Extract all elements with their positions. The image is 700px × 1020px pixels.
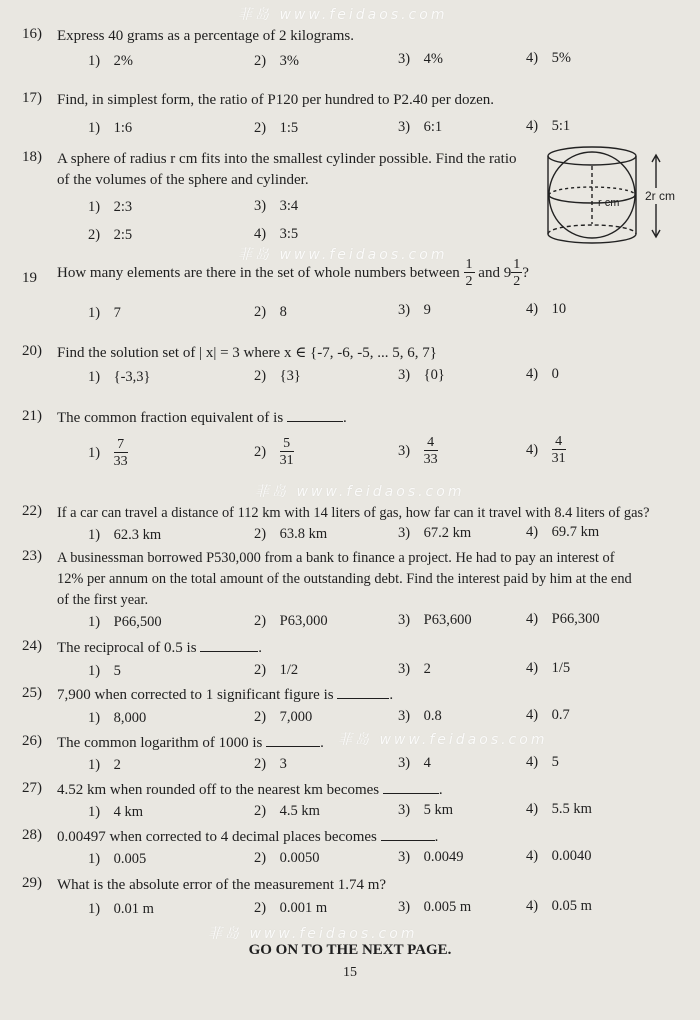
option-2[interactable]: 2) 1:5 — [254, 120, 299, 136]
cylinder-bottom-back — [548, 225, 636, 234]
question-text: The common logarithm of 1000 is . — [57, 735, 324, 751]
option-1[interactable]: 1) 2 — [88, 757, 121, 773]
fraction: $\frac{1}{2}$ — [465, 257, 473, 289]
option-4[interactable]: 4) 5% — [526, 50, 571, 66]
option-4[interactable]: 4) 1/5 — [526, 660, 571, 676]
option-3[interactable]: 3) 6:1 — [398, 119, 443, 135]
option-3[interactable]: 3) 67.2 km — [398, 525, 472, 541]
option-4[interactable]: 4) 5 — [526, 754, 559, 770]
option-1[interactable]: 1) 5 — [88, 663, 121, 679]
option-3[interactable]: 3) 2 — [398, 661, 431, 677]
option-4[interactable]: 4) 69.7 km — [526, 524, 600, 540]
question-number: 28) — [22, 827, 42, 843]
option-1[interactable]: 1) 8,000 — [88, 710, 147, 726]
option-1[interactable]: 1) 1:6 — [88, 120, 133, 136]
option-3[interactable]: 3) 4% — [398, 51, 443, 67]
question-number: 21) — [22, 408, 42, 424]
option-2[interactable]: 2) 3% — [254, 53, 299, 69]
option-4[interactable]: 4) 0.05 m — [526, 898, 592, 914]
option-2[interactable]: 2) 0.0050 — [254, 850, 320, 866]
option-2[interactable]: 2) P63,000 — [254, 613, 328, 629]
cylinder-top — [548, 147, 636, 165]
height-label: 2r cm — [645, 189, 675, 203]
fraction: $\frac{5}{31}$ — [279, 436, 294, 468]
fraction: $\frac{4}{33}$ — [423, 435, 438, 467]
question-text: The reciprocal of 0.5 is . — [57, 640, 263, 656]
question-text: How many elements are there in the set of whole numbers between $\frac{1}{2}$ and 9 $\frac{1}{2}$ ? — [57, 257, 529, 289]
option-3[interactable]: 3) 0.005 m — [398, 899, 472, 915]
question-number: 24) — [22, 638, 42, 654]
watermark: 菲岛 www.feidaos.com — [238, 247, 448, 263]
option-3[interactable]: 3) P63,600 — [398, 612, 472, 628]
option-2[interactable]: 2) 8 — [254, 304, 287, 320]
option-2[interactable]: 2) 1/2 — [254, 662, 299, 678]
question-number: 19 — [22, 270, 37, 286]
option-4[interactable]: 4) 0.7 — [526, 707, 570, 723]
option-2[interactable]: 2) 63.8 km — [254, 526, 328, 542]
option-4[interactable]: 4) $\frac{4}{31}$ — [526, 434, 566, 466]
answer-blank — [200, 651, 258, 652]
question-text: What is the absolute error of the measurement 1.74 m? — [57, 877, 387, 893]
option-3[interactable]: 3) 5 km — [398, 802, 454, 818]
answer-blank — [381, 840, 435, 841]
fraction: $\frac{4}{31}$ — [551, 434, 566, 466]
watermark: 菲岛 www.feidaos.com — [238, 7, 448, 23]
option-3[interactable]: 3) 4 — [398, 755, 431, 771]
option-1[interactable]: 1) {-3,3} — [88, 369, 151, 385]
sphere-in-cylinder-diagram — [544, 142, 686, 252]
question-text: A sphere of radius r cm fits into the smallest cylinder possible. Find the ratio of the volumes of the sphere and cylinder. — [57, 151, 517, 188]
option-2[interactable]: 2) 4.5 km — [254, 803, 320, 819]
option-2[interactable]: 2) 7,000 — [254, 709, 313, 725]
option-4[interactable]: 4) 0.0040 — [526, 848, 592, 864]
option-3[interactable]: 3) 9 — [398, 302, 431, 318]
option-2[interactable]: 2) 2:5 — [88, 227, 133, 243]
question-text: The common fraction equivalent of is . — [57, 410, 347, 426]
question-number: 16) — [22, 26, 42, 42]
question-number: 18) — [22, 149, 42, 165]
option-3[interactable]: 3) $\frac{4}{33}$ — [398, 435, 438, 467]
answer-blank — [337, 698, 389, 699]
option-1[interactable]: 1) 0.005 — [88, 851, 147, 867]
fraction: $\frac{7}{33}$ — [113, 437, 128, 469]
option-4[interactable]: 4) 10 — [526, 301, 567, 317]
question-number: 27) — [22, 780, 42, 796]
option-3[interactable]: 3) 0.0049 — [398, 849, 464, 865]
radius-label: r cm — [598, 197, 620, 209]
answer-blank — [383, 793, 439, 794]
option-4[interactable]: 4) 5:1 — [526, 118, 571, 134]
question-number: 17) — [22, 90, 42, 106]
question-number: 20) — [22, 343, 42, 359]
answer-blank — [287, 421, 343, 422]
option-3[interactable]: 3) 3:4 — [254, 198, 299, 214]
fraction: $\frac{1}{2}$ — [513, 257, 521, 289]
question-text: Express 40 grams as a percentage of 2 kilograms. — [57, 28, 354, 44]
watermark: 菲岛 www.feidaos.com — [338, 732, 548, 748]
option-2[interactable]: 2) $\frac{5}{31}$ — [254, 436, 294, 468]
option-4[interactable]: 4) 3:5 — [254, 226, 299, 242]
option-2[interactable]: 2) 3 — [254, 756, 287, 772]
question-text: Find the solution set of | x| = 3 where x ∈ {-7, -6, -5, ... 5, 6, 7} — [57, 345, 437, 361]
option-4[interactable]: 4) P66,300 — [526, 611, 600, 627]
question-number: 25) — [22, 685, 42, 701]
option-1[interactable]: 1) 2:3 — [88, 199, 133, 215]
question-number: 23) — [22, 548, 42, 564]
option-1[interactable]: 1) 2% — [88, 53, 133, 69]
watermark: 菲岛 www.feidaos.com — [208, 926, 418, 942]
option-3[interactable]: 3) {0} — [398, 367, 445, 383]
option-2[interactable]: 2) {3} — [254, 368, 301, 384]
option-4[interactable]: 4) 0 — [526, 366, 559, 382]
option-1[interactable]: 1) 4 km — [88, 804, 144, 820]
question-number: 22) — [22, 503, 42, 519]
question-text: 0.00497 when corrected to 4 decimal places becomes . — [57, 829, 439, 845]
question-text: A businessman borrowed P530,000 from a bank to finance a project. He had to pay an interest of 12% per annum on the total amount of the outstanding debt. Find the interest paid by him at the end of the first year. — [57, 550, 632, 608]
question-text: If a car can travel a distance of 112 km with 14 liters of gas, how far can it travel with 8.4 liters of gas? — [57, 505, 650, 521]
question-text: 4.52 km when rounded off to the nearest km becomes . — [57, 782, 443, 798]
option-1[interactable]: 1) 62.3 km — [88, 527, 162, 543]
option-1[interactable]: 1) 0.01 m — [88, 901, 154, 917]
option-2[interactable]: 2) 0.001 m — [254, 900, 328, 916]
question-number: 29) — [22, 875, 42, 891]
question-text: Find, in simplest form, the ratio of P120 per hundred to P2.40 per dozen. — [57, 92, 495, 108]
option-1[interactable]: 1) $\frac{7}{33}$ — [88, 437, 128, 469]
answer-blank — [266, 746, 320, 747]
option-1[interactable]: 1) P66,500 — [88, 614, 162, 630]
page-number: 15 — [343, 965, 357, 980]
watermark: 菲岛 www.feidaos.com — [255, 484, 465, 500]
question-number: 26) — [22, 733, 42, 749]
question-text: 7,900 when corrected to 1 significant figure is . — [57, 687, 394, 703]
option-4[interactable]: 4) 5.5 km — [526, 801, 592, 817]
option-1[interactable]: 1) 7 — [88, 305, 121, 321]
option-3[interactable]: 3) 0.8 — [398, 708, 442, 724]
go-on-next-page: GO ON TO THE NEXT PAGE. — [248, 942, 452, 958]
